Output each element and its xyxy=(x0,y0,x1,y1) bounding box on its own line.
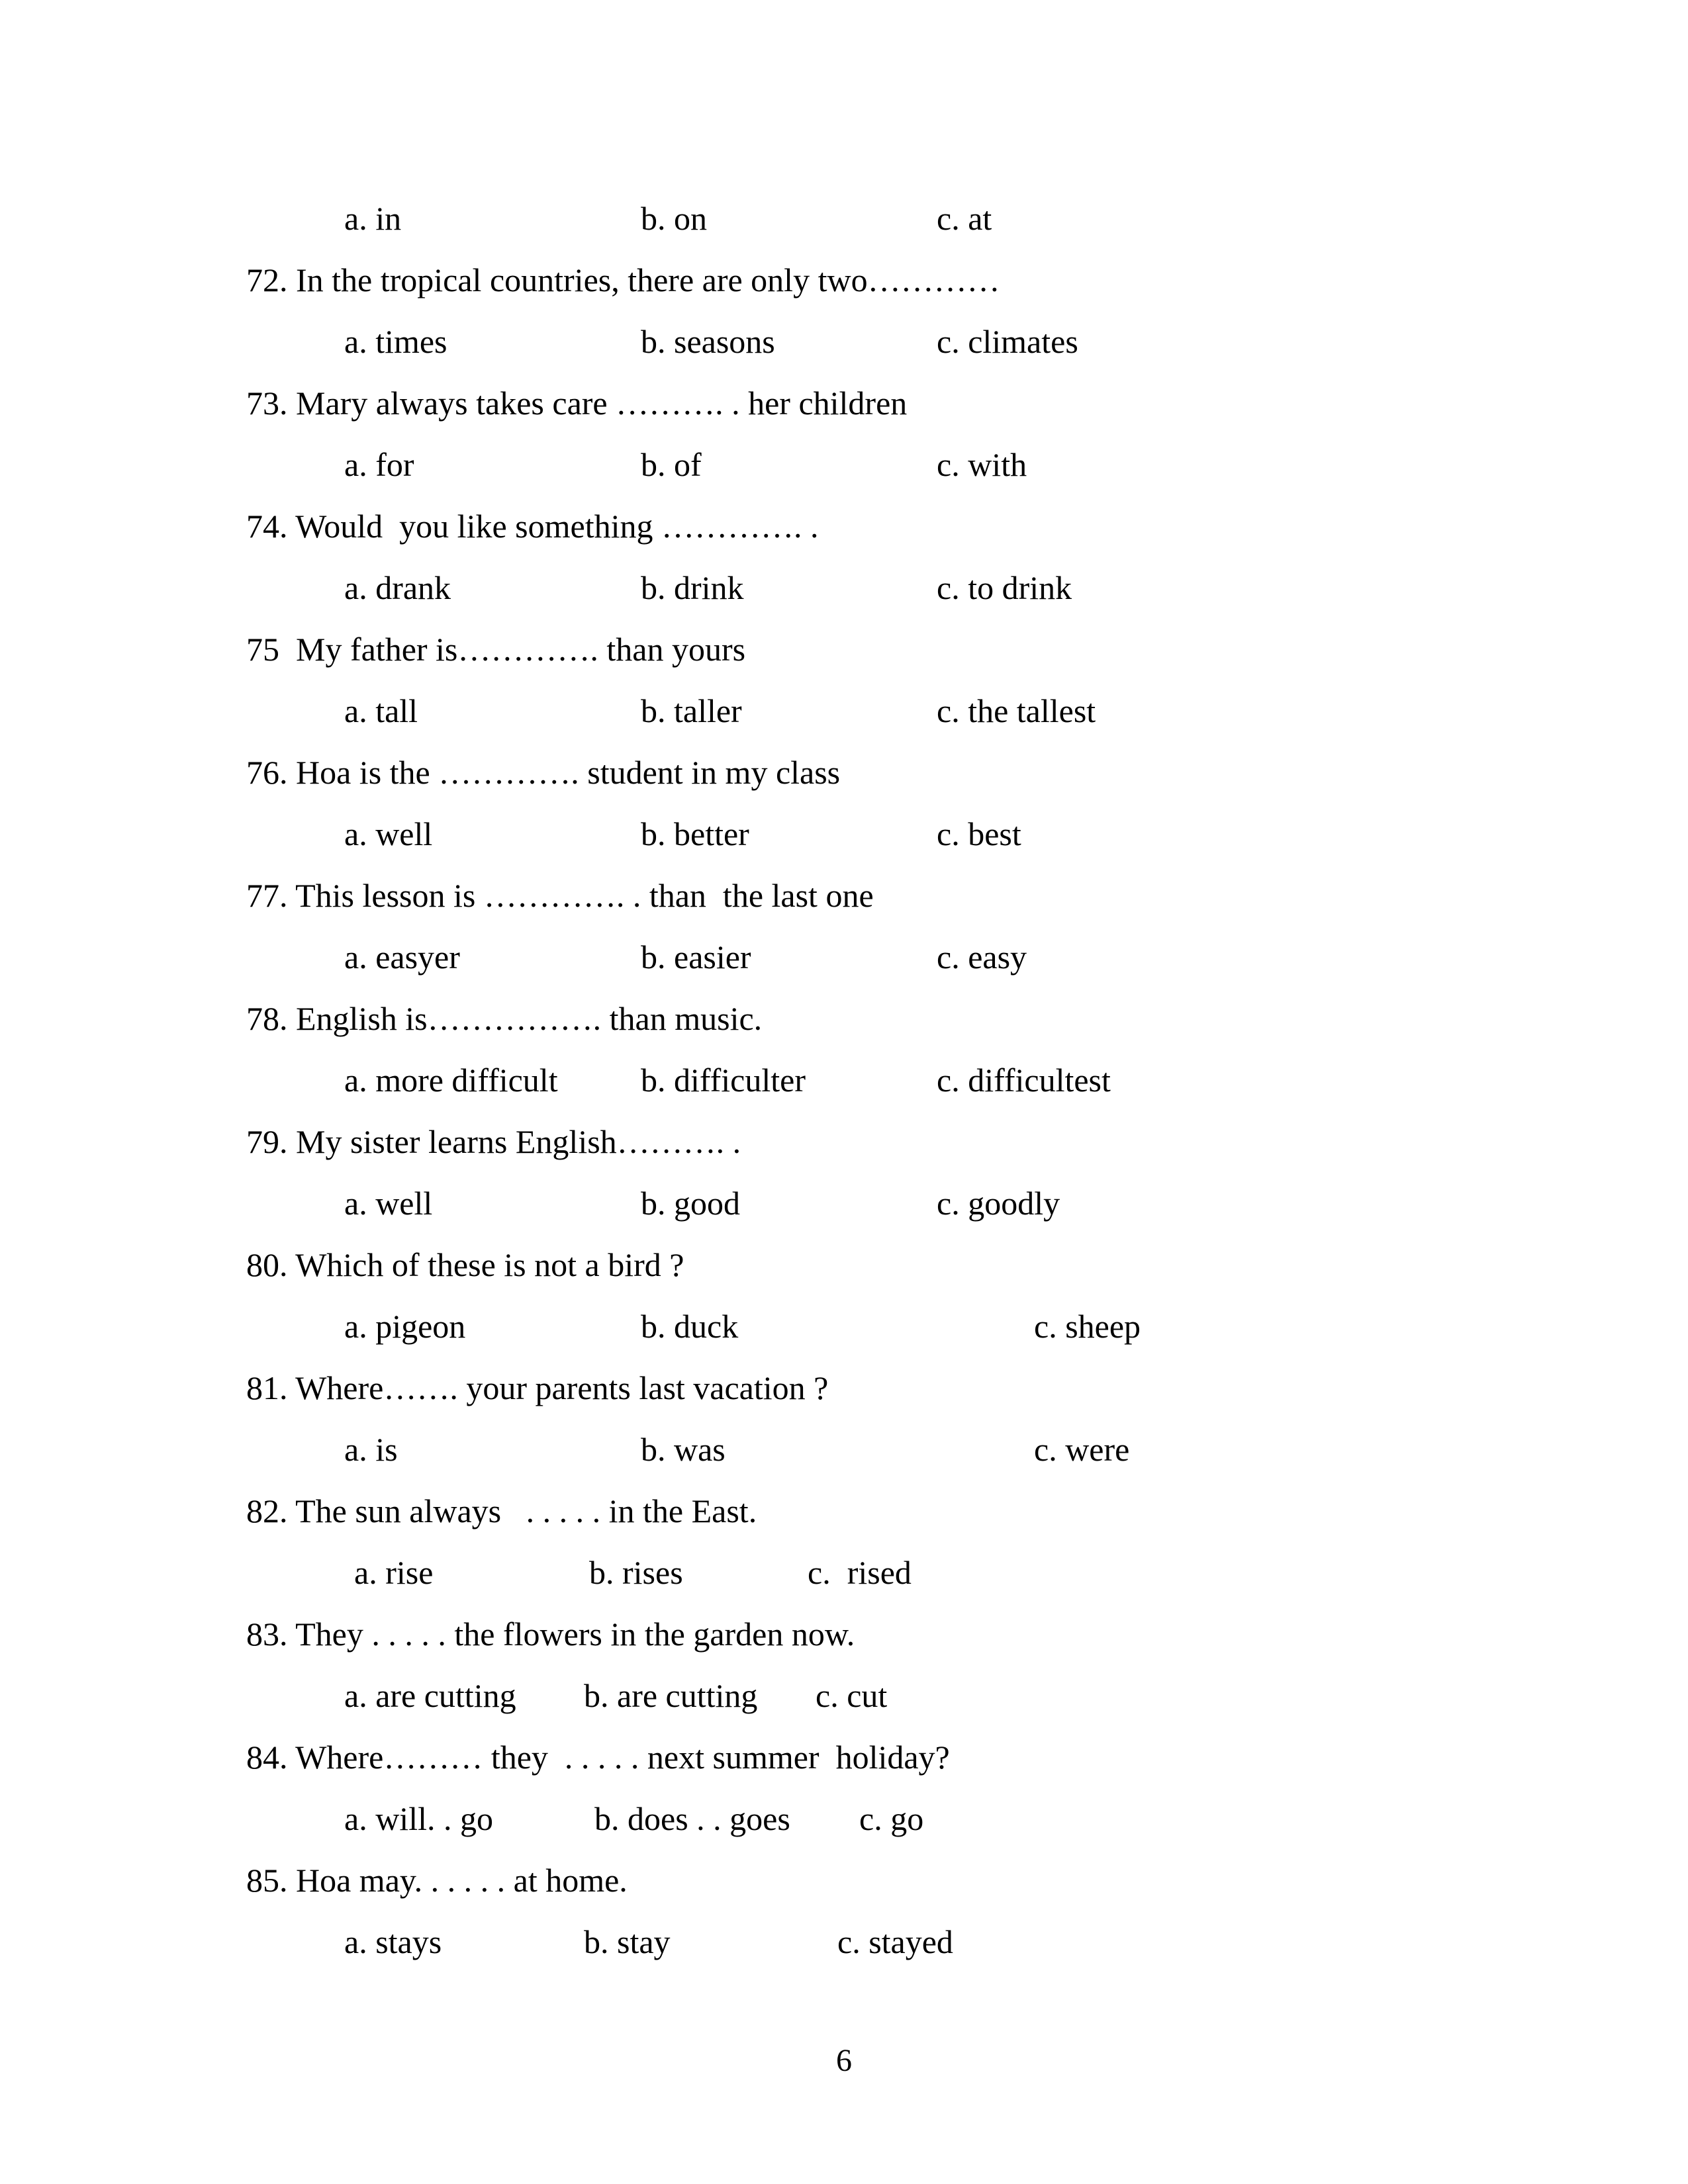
question-75: 75 My father is…………. than yours xyxy=(246,631,746,668)
option-c: c. the tallest xyxy=(937,692,1096,729)
option-a: a. for xyxy=(344,446,414,483)
option-c: c. best xyxy=(937,815,1021,852)
option-c: c. go xyxy=(859,1800,924,1837)
option-c: c. to drink xyxy=(937,569,1072,606)
option-a: a. is xyxy=(344,1431,398,1468)
question-79: 79. My sister learns English………. . xyxy=(246,1123,741,1160)
option-a: a. are cutting xyxy=(344,1677,516,1714)
option-a: a. easyer xyxy=(344,938,460,976)
options-row-79 xyxy=(0,1173,1060,1234)
option-b: b. stay xyxy=(584,1923,671,1960)
option-c: c. climates xyxy=(937,323,1078,360)
option-b: b. are cutting xyxy=(584,1677,758,1714)
question-83: 83. They . . . . . the flowers in the garden now. xyxy=(246,1615,855,1653)
option-b: b. rises xyxy=(589,1554,683,1591)
option-c: c. difficultest xyxy=(937,1062,1111,1099)
option-b: b. better xyxy=(641,815,749,852)
option-b: b. seasons xyxy=(641,323,775,360)
question-73: 73. Mary always takes care ………. . her children xyxy=(246,385,908,422)
options-row-74 xyxy=(0,557,1072,618)
question-81: 81. Where……. your parents last vacation ? xyxy=(246,1369,829,1406)
option-a: a. well xyxy=(344,1185,433,1222)
option-c: c. goodly xyxy=(937,1185,1060,1222)
option-c: c. with xyxy=(937,446,1027,483)
options-row-84 xyxy=(0,1788,924,1849)
option-c: c. rised xyxy=(808,1554,912,1591)
options-row-72 xyxy=(0,311,1078,372)
option-b: b. drink xyxy=(641,569,744,606)
options-row-81 xyxy=(0,1419,1130,1480)
page-number: 6 xyxy=(836,2043,852,2078)
option-a: a. stays xyxy=(344,1923,442,1960)
option-b: b. taller xyxy=(641,692,742,729)
options-row-71 xyxy=(0,188,992,249)
question-74: 74. Would you like something …………. . xyxy=(246,508,819,545)
options-row-75 xyxy=(0,680,1096,741)
question-80: 80. Which of these is not a bird ? xyxy=(246,1246,684,1283)
question-77: 77. This lesson is …………. . than the last one xyxy=(246,877,874,914)
option-c: c. easy xyxy=(937,938,1027,976)
option-c: c. were xyxy=(1034,1431,1130,1468)
option-a: a. drank xyxy=(344,569,451,606)
question-82: 82. The sun always . . . . . in the East. xyxy=(246,1492,757,1529)
options-row-82 xyxy=(0,1542,912,1603)
option-b: b. difficulter xyxy=(641,1062,806,1099)
option-a: a. will. . go xyxy=(344,1800,493,1837)
option-a: a. rise xyxy=(354,1554,434,1591)
option-c: c. sheep xyxy=(1034,1308,1141,1345)
option-a: a. in xyxy=(344,200,402,237)
options-row-80 xyxy=(0,1296,1141,1357)
question-85: 85. Hoa may. . . . . . at home. xyxy=(246,1862,628,1899)
option-a: a. more difficult xyxy=(344,1062,558,1099)
option-a: a. times xyxy=(344,323,447,360)
option-b: b. duck xyxy=(641,1308,739,1345)
options-row-85 xyxy=(0,1911,953,1972)
options-row-83 xyxy=(0,1665,888,1726)
option-a: a. tall xyxy=(344,692,418,729)
option-b: b. good xyxy=(641,1185,740,1222)
option-b: b. does . . goes xyxy=(594,1800,790,1837)
question-78: 78. English is……………. than music. xyxy=(246,1000,763,1037)
option-b: b. on xyxy=(641,200,707,237)
options-row-78 xyxy=(0,1050,1111,1111)
options-row-77 xyxy=(0,927,1027,987)
option-c: c. cut xyxy=(816,1677,888,1714)
question-84: 84. Where……… they . . . . . next summer holiday? xyxy=(246,1739,950,1776)
option-c: c. at xyxy=(937,200,992,237)
options-row-73 xyxy=(0,434,1027,495)
question-72: 72. In the tropical countries, there are only two………… xyxy=(246,261,1000,298)
option-a: a. pigeon xyxy=(344,1308,466,1345)
option-a: a. well xyxy=(344,815,433,852)
option-b: b. was xyxy=(641,1431,726,1468)
option-b: b. of xyxy=(641,446,702,483)
question-76: 76. Hoa is the …………. student in my class xyxy=(246,754,841,791)
option-b: b. easier xyxy=(641,938,751,976)
options-row-76 xyxy=(0,803,1021,864)
option-c: c. stayed xyxy=(837,1923,953,1960)
